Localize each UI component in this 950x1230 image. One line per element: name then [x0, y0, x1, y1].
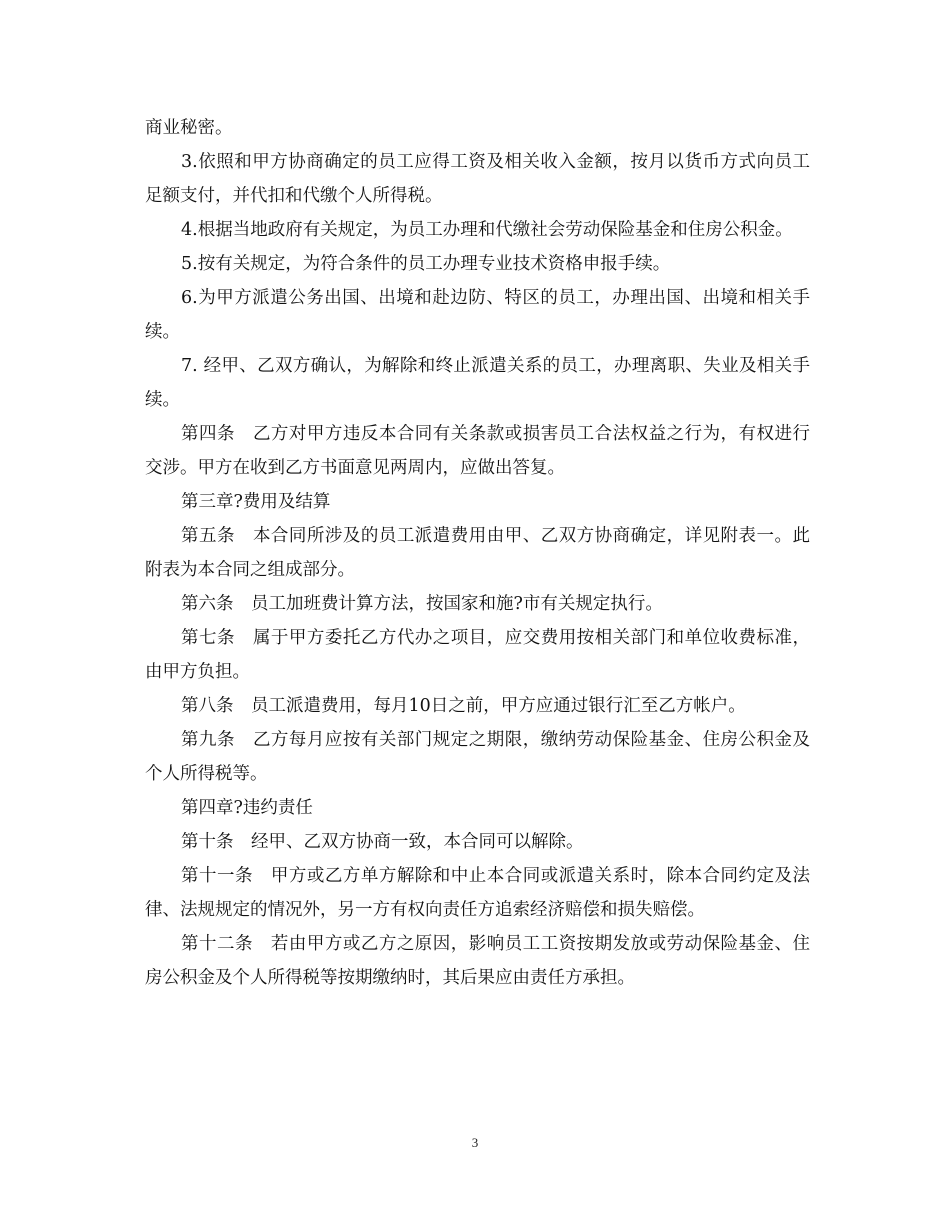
paragraph: 第九条 乙方每月应按有关部门规定之期限，缴纳劳动保险基金、住房公积金及个人所得税等。 [145, 730, 810, 784]
paragraph: 第十条 经甲、乙双方协商一致，本合同可以解除。 [181, 832, 584, 852]
paragraph: 第五条 本合同所涉及的员工派遣费用由甲、乙双方协商确定，详见附表一。此附表为本合同之组成部分。 [145, 526, 810, 580]
paragraph: 第七条 属于甲方委托乙方代办之项目，应交费用按相关部门和单位收费标准，由甲方负担。 [145, 628, 810, 682]
chapter-heading: 第四章?违约责任 [181, 798, 313, 818]
document-body [145, 111, 810, 995]
paragraph: 4.根据当地政府有关规定，为员工办理和代缴社会劳动保险基金和住房公积金。 [181, 220, 793, 240]
paragraph: 6.为甲方派遣公务出国、出境和赴边防、特区的员工，办理出国、出境和相关手续。 [145, 288, 810, 342]
paragraph: 第六条 员工加班费计算方法，按国家和施?市有关规定执行。 [181, 594, 663, 614]
paragraph: 第四条 乙方对甲方违反本合同有关条款或损害员工合法权益之行为，有权进行交涉。甲方在收到乙方书面意见两周内，应做出答复。 [145, 424, 810, 478]
paragraph: 第十二条 若由甲方或乙方之原因，影响员工工资按期发放或劳动保险基金、住房公积金及个人所得税等按期缴纳时，其后果应由责任方承担。 [145, 934, 810, 988]
paragraph: 3.依照和甲方协商确定的员工应得工资及相关收入金额，按月以货币方式向员工足额支付，并代扣和代缴个人所得税。 [145, 152, 810, 206]
paragraph: 商业秘密。 [145, 118, 233, 138]
paragraph: 7. 经甲、乙双方确认，为解除和终止派遣关系的员工，办理离职、失业及相关手续。 [145, 356, 810, 410]
paragraph: 第十一条 甲方或乙方单方解除和中止本合同或派遣关系时，除本合同约定及法律、法规规定的情况外，另一方有权向责任方追索经济赔偿和损失赔偿。 [145, 866, 810, 920]
page-number: 3 [471, 1135, 479, 1150]
chapter-heading: 第三章?费用及结算 [181, 492, 331, 512]
paragraph: 5.按有关规定，为符合条件的员工办理专业技术资格申报手续。 [181, 254, 671, 274]
paragraph: 第八条 员工派遣费用，每月10日之前，甲方应通过银行汇至乙方帐户。 [181, 696, 746, 716]
